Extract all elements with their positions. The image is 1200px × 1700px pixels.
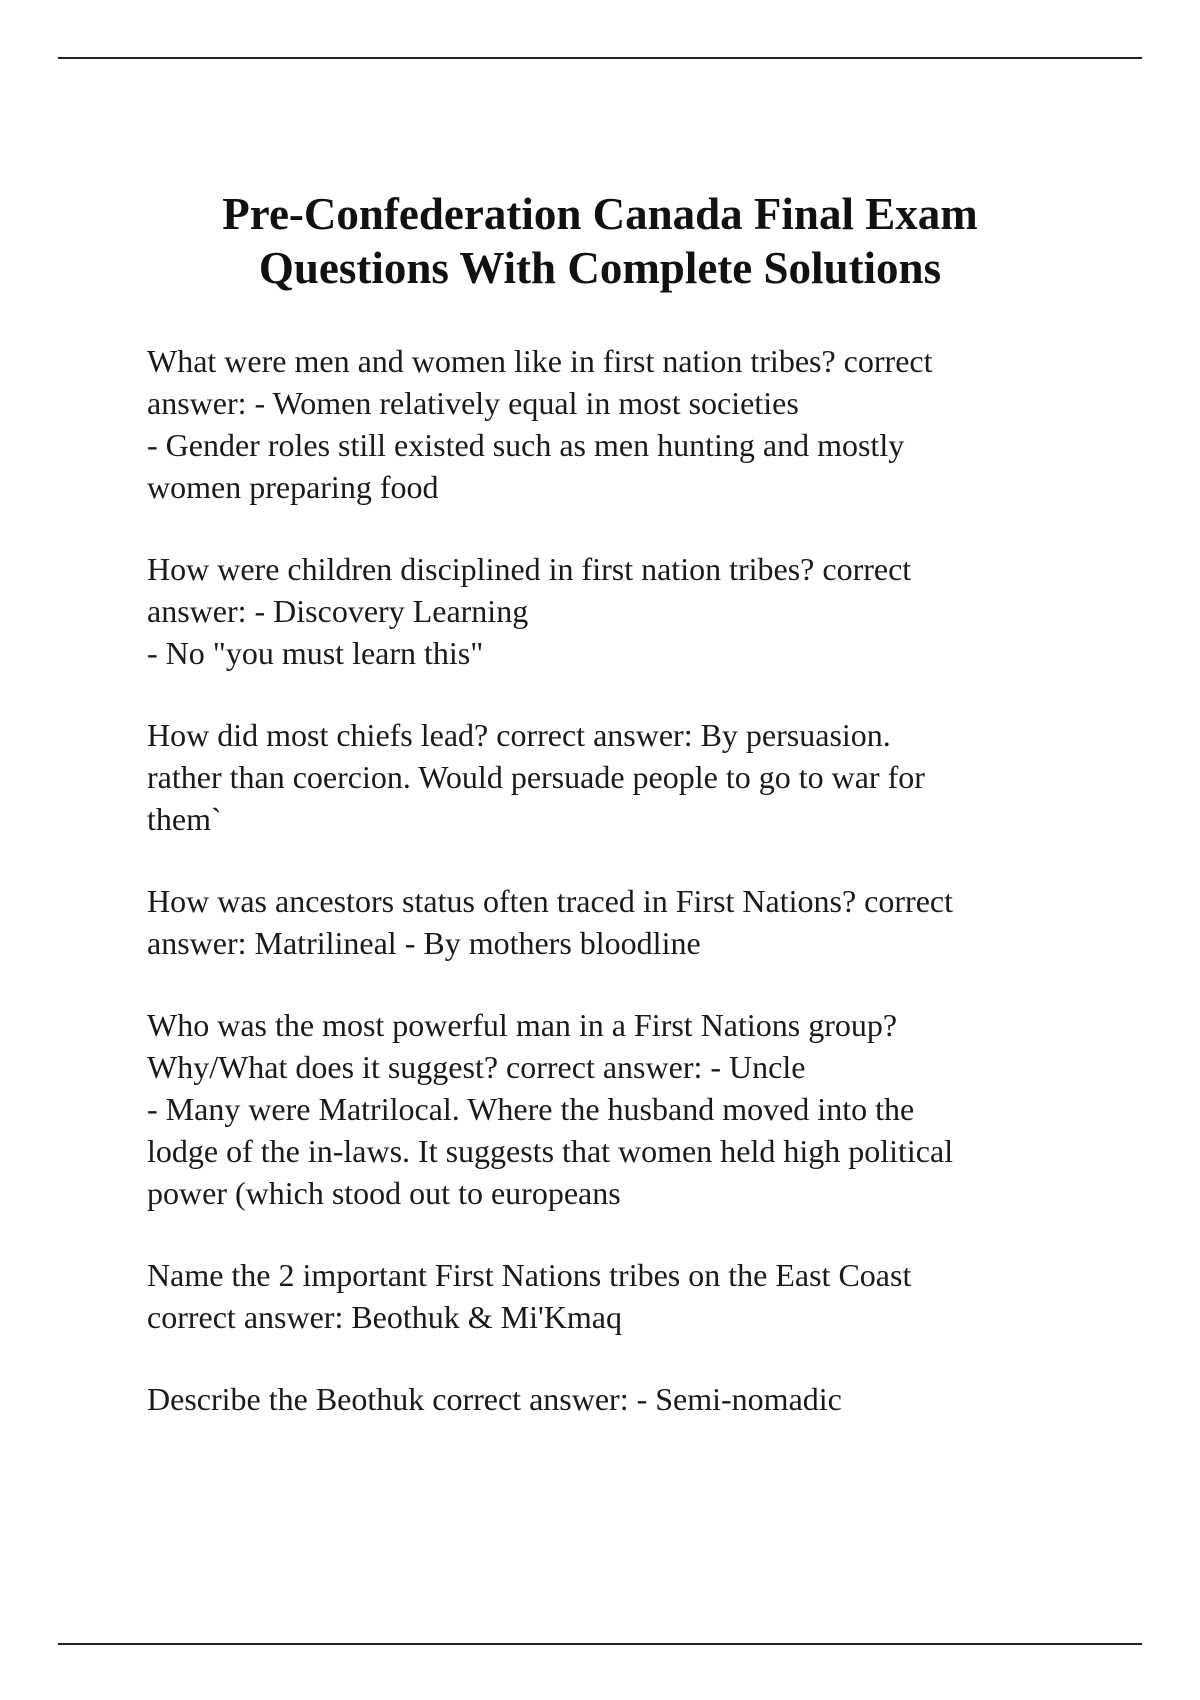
qa-item-children-discipline xyxy=(147,548,1087,674)
qa-item-ancestor-status xyxy=(147,880,1087,964)
page-title xyxy=(100,187,1100,295)
qa-line: How did most chiefs lead? correct answer: By persuasion. xyxy=(147,717,891,753)
qa-line: power (which stood out to europeans xyxy=(147,1175,621,1211)
qa-list xyxy=(147,340,1087,1460)
top-rule xyxy=(58,57,1142,59)
qa-item-east-coast-tribes xyxy=(147,1254,1087,1338)
qa-line: correct answer: Beothuk & Mi'Kmaq xyxy=(147,1299,622,1335)
qa-line: lodge of the in-laws. It suggests that women held high political xyxy=(147,1133,954,1169)
qa-line: women preparing food xyxy=(147,469,439,505)
qa-line: rather than coercion. Would persuade people to go to war for xyxy=(147,759,925,795)
qa-item-chiefs-lead xyxy=(147,714,1087,840)
qa-line: - Many were Matrilocal. Where the husband moved into the xyxy=(147,1091,915,1127)
qa-line: - Gender roles still existed such as men hunting and mostly xyxy=(147,427,905,463)
qa-line: them` xyxy=(147,801,222,837)
qa-line: answer: - Women relatively equal in most societies xyxy=(147,385,799,421)
qa-line: Why/What does it suggest? correct answer: - Uncle xyxy=(147,1049,806,1085)
qa-line: Describe the Beothuk correct answer: - Semi-nomadic xyxy=(147,1381,842,1417)
qa-line: What were men and women like in first nation tribes? correct xyxy=(147,343,933,379)
qa-line: - No "you must learn this" xyxy=(147,635,484,671)
qa-item-men-women xyxy=(147,340,1087,508)
page-title-line-1: Pre-Confederation Canada Final Exam xyxy=(222,189,978,239)
bottom-rule xyxy=(58,1643,1142,1645)
qa-item-most-powerful-man xyxy=(147,1004,1087,1214)
qa-line: How was ancestors status often traced in First Nations? correct xyxy=(147,883,953,919)
page-title-line-2: Questions With Complete Solutions xyxy=(258,243,942,293)
qa-item-beothuk xyxy=(147,1378,1087,1420)
qa-line: answer: Matrilineal - By mothers bloodline xyxy=(147,925,701,961)
qa-line: Name the 2 important First Nations tribes on the East Coast xyxy=(147,1257,912,1293)
qa-line: Who was the most powerful man in a First Nations group? xyxy=(147,1007,898,1043)
qa-line: answer: - Discovery Learning xyxy=(147,593,529,629)
qa-line: How were children disciplined in first nation tribes? correct xyxy=(147,551,912,587)
